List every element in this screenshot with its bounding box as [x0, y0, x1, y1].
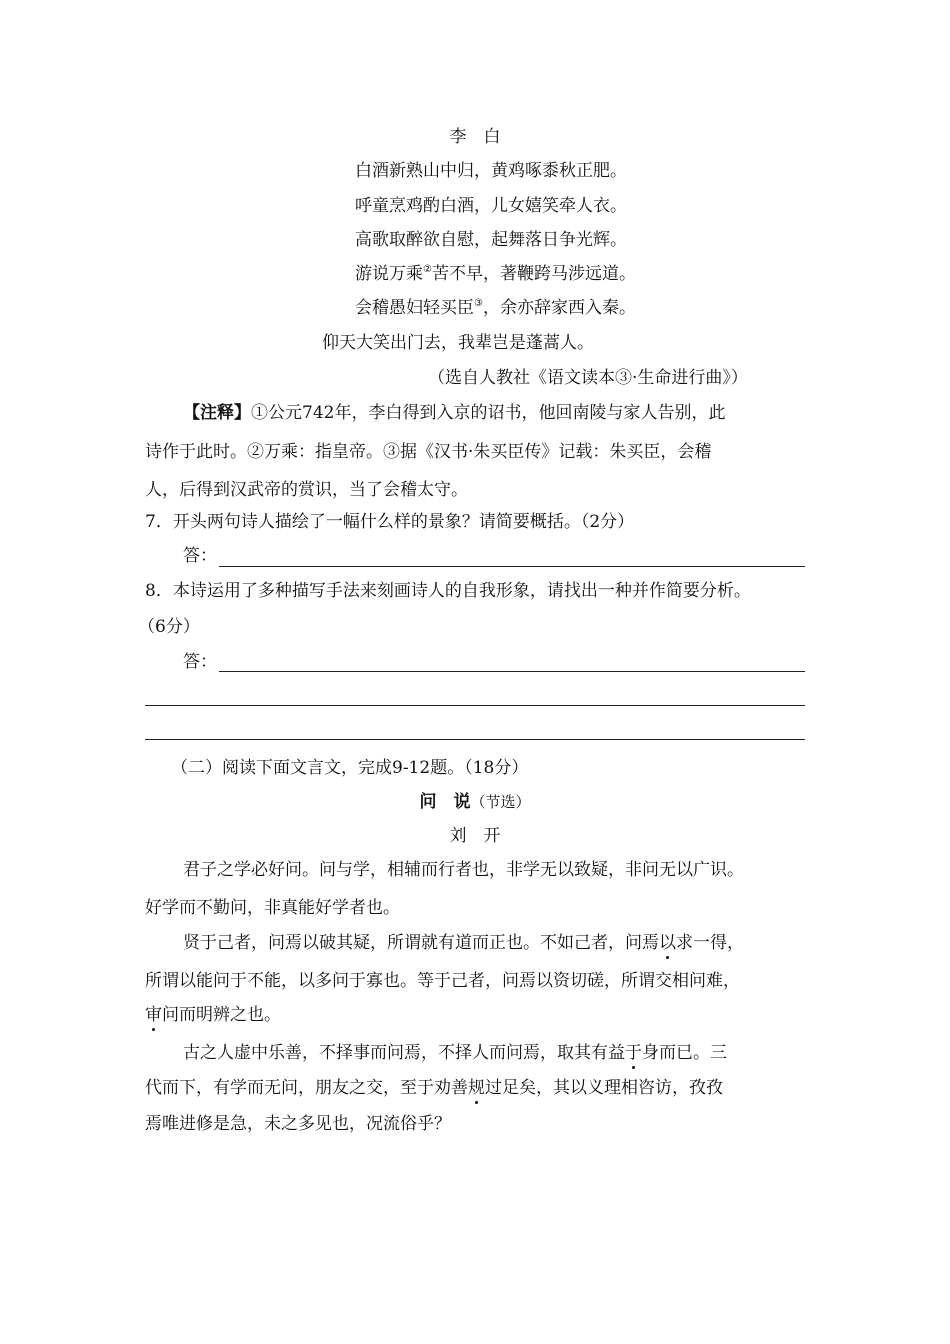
poem-source: （选自人教社《语文读本③·生命进行曲》）	[428, 368, 748, 388]
answer-line-8a	[219, 671, 805, 672]
passage-title-note: （节选）	[470, 793, 531, 811]
para-2-line-1	[183, 931, 744, 955]
question-8-line-1: 8．本诗运用了多种描写手法来刻画诗人的自我形象，请找出一种并作简要分析。	[145, 581, 751, 601]
answer-line-7	[219, 566, 805, 567]
para-3-text-d: 代而下，有学而无问，朋友之交，至于劝善	[145, 1078, 468, 1098]
para-3-line-3: 焉唯进修是急，未之多见也，况流俗乎？	[145, 1114, 451, 1134]
poem-line-4	[355, 262, 636, 286]
notes-label: 【注释】	[183, 403, 251, 423]
notes-text-1: ①公元742年，李白得到入京的诏书，他回南陵与家人告别，此	[251, 403, 726, 423]
poem-line-4-a: 游说万乘	[355, 264, 423, 284]
emphasized-char-yu: 于	[625, 1043, 642, 1063]
poem-line-4-b: 苦不早，著鞭跨马涉远道。	[431, 264, 636, 284]
para-1-line-1: 君子之学必好问。问与学，相辅而行者也，非学无以致疑，非问无以广识。	[183, 860, 744, 880]
para-1-line-2: 好学而不勤问，非真能好学者也。	[145, 898, 400, 918]
notes-line-3: 人，后得到汉武帝的赏识，当了会稽太守。	[145, 480, 468, 500]
para-3-line-1	[183, 1041, 727, 1065]
para-2-line-3	[145, 1003, 281, 1027]
para-3-text-f: 过足矣，其以义理相咨访，孜孜	[485, 1078, 723, 1098]
answer-line-8b	[145, 705, 805, 706]
question-8-line-2: （6分）	[138, 617, 200, 637]
poem-line-1: 白酒新熟山中归，黄鸡啄黍秋正肥。	[355, 161, 627, 181]
para-3-text-a: 古之人虚中乐善，不择事而问焉，不择人而问焉，取其有益	[183, 1043, 625, 1063]
poem-line-5-a: 会稽愚妇轻买臣	[355, 298, 474, 318]
para-3-text-c: 身而已。三	[642, 1043, 727, 1063]
poem-line-3: 高歌取醉欲自慰，起舞落日争光辉。	[355, 230, 627, 250]
para-2-text-a: 贤于己者，问焉以破其疑，所谓就有道而正也。不如己者，问焉	[183, 933, 659, 953]
notes-line-2: 诗作于此时。②万乘：指皇帝。③据《汉书·朱买臣传》记载：朱买臣，会稽	[145, 442, 712, 462]
passage-title-text: 问 说	[419, 792, 471, 812]
para-2-text-e: 问而明辨之也。	[162, 1005, 281, 1025]
para-3-line-2	[145, 1076, 723, 1100]
emphasized-char-shen: 审	[145, 1005, 162, 1025]
para-2-line-2: 所谓以能问于不能，以多问于寡也。等于己者，问焉以资切磋，所谓交相问难，	[145, 971, 740, 991]
passage-title	[0, 790, 950, 814]
emphasized-char-yi: 以	[659, 933, 676, 953]
poem-line-6: 仰天大笑出门去，我辈岂是蓬蒿人。	[322, 333, 594, 353]
question-7: 7．开头两句诗人描绘了一幅什么样的景象？请简要概括。（2分）	[145, 512, 635, 532]
poem-line-5-b: ，余亦辞家西入秦。	[482, 298, 636, 318]
poem-author: 李 白	[449, 127, 501, 147]
para-2-text-c: 求一得，	[676, 933, 744, 953]
answer-line-8c	[145, 739, 805, 740]
poem-line-2: 呼童烹鸡酌白酒，儿女嬉笑牵人衣。	[355, 196, 627, 216]
footnote-ref-3: ③	[474, 298, 483, 309]
answer-label-8: 答：	[183, 652, 217, 672]
answer-label-7: 答：	[183, 546, 217, 566]
notes-line-1	[183, 401, 725, 425]
section-2-intro: （二）阅读下面文言文，完成9-12题。（18分）	[171, 758, 529, 778]
emphasized-char-gui: 规	[468, 1078, 485, 1098]
poem-line-5	[355, 296, 636, 320]
footnote-ref-2: ②	[423, 264, 432, 275]
passage-author: 刘 开	[449, 826, 501, 846]
